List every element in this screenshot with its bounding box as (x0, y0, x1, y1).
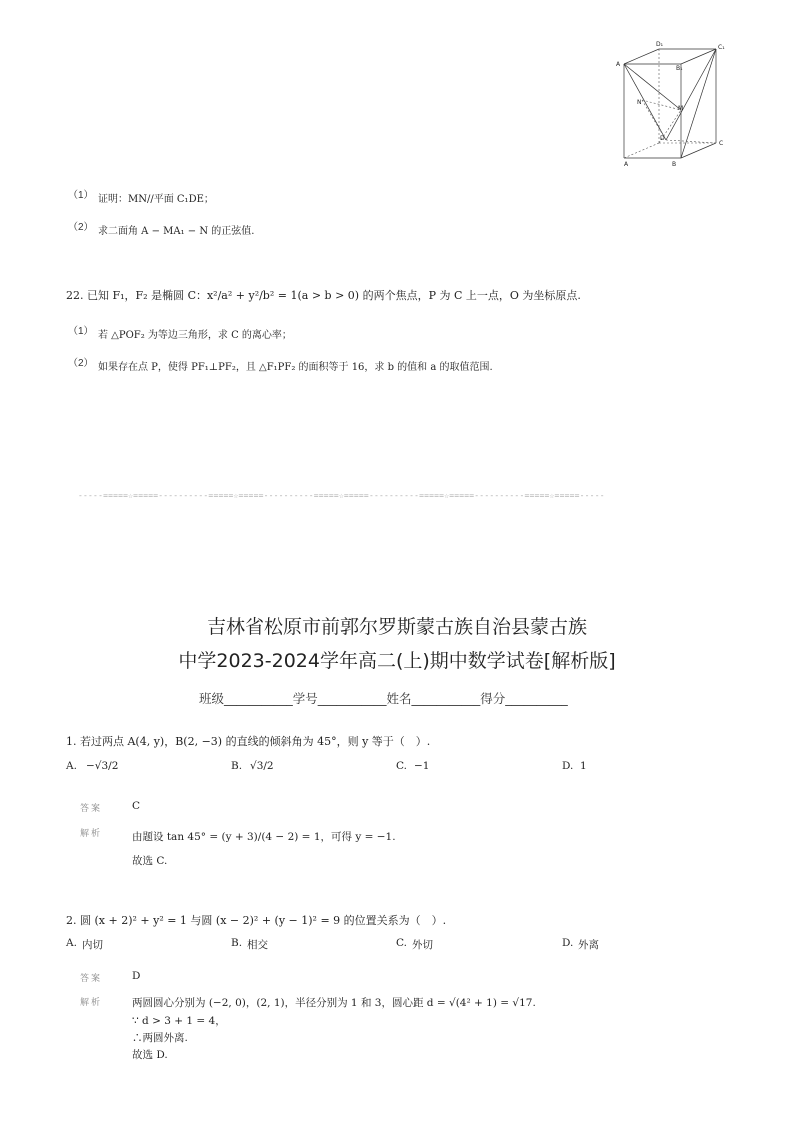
label-b1: B₁ (676, 65, 683, 72)
label-d1: D₁ (656, 41, 664, 48)
p1-option-d: 1 (580, 760, 587, 772)
p2-analysis-line1: 两圆圆心分别为 (−2, 0)，(2, 1)，半径分别为 1 和 3，圆心距 d = √(4² + 1) = √17. (132, 997, 536, 1009)
p1-option-a-letter: A. (66, 760, 77, 772)
q22-part2-number: （2） (68, 358, 94, 369)
q21-part2-text: 求二面角 A − MA₁ − N 的正弦值. (98, 226, 255, 237)
p1-option-d-letter: D. (562, 760, 574, 772)
p2-option-b-letter: B. (231, 937, 243, 949)
label-a: A (624, 161, 629, 168)
p1-analysis-line1: 由题设 tan 45° = (y + 3)/(4 − 2) = 1，可得 y = −1. (132, 831, 396, 843)
label-m: M (678, 105, 684, 112)
p1-option-c: −1 (414, 760, 430, 772)
p2-answer-label: 答案 (80, 974, 103, 984)
label-n: N (637, 99, 642, 106)
p1-option-a: −√3/2 (86, 760, 119, 772)
q22-stem: 22. 已知 F₁，F₂ 是椭圆 C：x²/a² + y²/b² = 1(a > b > 0) 的两个焦点，P 为 C 上一点，O 为坐标原点. (66, 289, 581, 302)
q21-part1-text: 证明：MN//平面 C₁DE； (98, 194, 214, 205)
label-b: B (672, 161, 677, 168)
q22-part2-text: 如果存在点 P，使得 PF₁⊥PF₂，且 △F₁PF₂ 的面积等于 16，求 b 的值和 a 的取值范围. (98, 362, 493, 373)
prism-figure (612, 40, 732, 172)
p2-analysis-line3: ∴两圆外离. (132, 1032, 188, 1044)
p1-analysis-line2: 故选 C. (132, 855, 168, 867)
label-c1: C₁ (718, 44, 725, 51)
section-separator: -----=====☆=====----------=====☆=====----------=====☆=====----------=====☆=====----------=====☆=====----- (78, 491, 605, 500)
page-title-line1: 吉林省松原市前郭尔罗斯蒙古族自治县蒙古族 (206, 616, 587, 638)
label-c: C (719, 140, 724, 147)
page-title-line2: 中学2023-2024学年高二(上)期中数学试卷[解析版] (178, 650, 616, 672)
label-a1: A (616, 61, 621, 68)
q22-part1-text: 若 △POF₂ 为等边三角形，求 C 的离心率； (98, 330, 292, 341)
p2-analysis-label: 解析 (80, 998, 103, 1008)
p1-option-b-letter: B. (231, 760, 243, 772)
p1-stem: 1. 若过两点 A(4, y)，B(2, −3) 的直线的倾斜角为 45°，则 y 等于（ ）. (66, 735, 431, 748)
p2-option-d: 外离 (578, 939, 599, 951)
p1-answer-label: 答案 (80, 804, 103, 814)
p2-analysis-line4: 故选 D. (132, 1049, 168, 1061)
p1-answer: C (132, 800, 141, 812)
p1-option-b: √3/2 (250, 760, 274, 772)
p2-option-a: 内切 (82, 939, 103, 951)
student-info-line: 班级___________学号___________姓名___________得分__________ (199, 691, 568, 706)
p2-stem: 2. 圆 (x + 2)² + y² = 1 与圆 (x − 2)² + (y − 1)² = 9 的位置关系为（ ）. (66, 914, 447, 927)
p1-analysis-label: 解析 (80, 829, 103, 839)
q21-part1-number: （1） (68, 190, 94, 201)
p2-option-a-letter: A. (66, 937, 77, 949)
q22-part1-number: （1） (68, 326, 94, 337)
p2-option-d-letter: D. (562, 937, 574, 949)
p1-option-c-letter: C. (396, 760, 407, 772)
p2-option-b: 相交 (247, 939, 268, 951)
q21-part2-number: （2） (68, 222, 94, 233)
p2-option-c-letter: C. (396, 937, 407, 949)
p2-option-c: 外切 (412, 939, 433, 951)
p2-analysis-line2: ∵ d > 3 + 1 = 4， (132, 1015, 226, 1027)
p2-answer: D (132, 970, 141, 982)
label-d: D (660, 135, 665, 142)
